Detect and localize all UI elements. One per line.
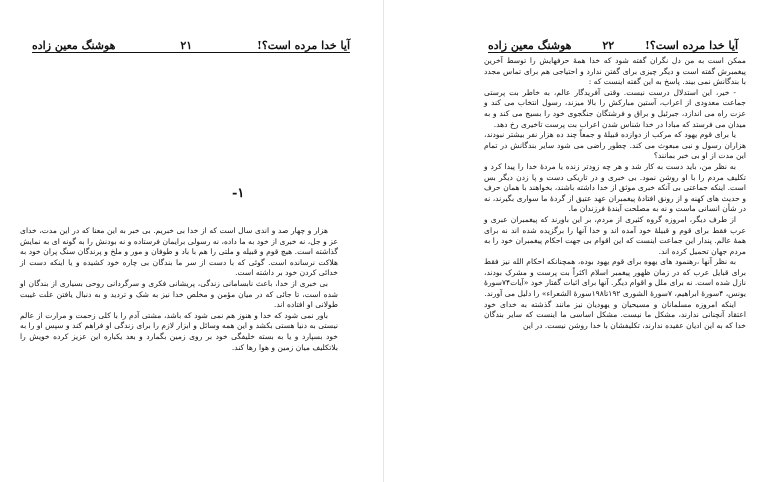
page-header: [32, 36, 350, 53]
author-name: هوشنگ معین زاده: [32, 39, 116, 52]
paragraph: به نظر آنها ،رهنمود های یهوه برای قوم یهود بوده، همچنانکه احکام الله نیز فقط برای قبایل عرب که در زمان ظهور پیغمبر اسلام اکثراً بت پرست و مشرک بودند، نازل شده است. نه برای ملل و اقوام دیگر. آنها برای اثبات گفتار خود «آیات۷۴سورهٔ یونس، ۴سورهٔ ابراهیم، ۷سورهٔ الشوری ۱۹۲تا۱۹۸سورهٔ الشعراء» را دلیل می آورند.: [484, 257, 746, 299]
paragraph: به نظر من، باید دست به کار شد و هر چه زودتر زنده یا مردهٔ خدا را پیدا کرد و تکلیف مردم را با او روشن نمود. بی خبری و در تاریکی دست و پا زدن دیگر بس است. اینکه جماعتی بی آنکه خبری موثق از خدا داشته باشند، بخواهند با همان حرف و حدیث های کهنه و از رونق افتادهٔ پیغمبران عهد عتیق از گردهٔ ما سواری بگیرند، نه در شأن انسانی ماست و نه به مصلحت آیندهٔ فرزندان ما.: [484, 161, 746, 214]
paragraph: هزار و چهار صد و اندی سال است که از خدا بی خبریم. بی خبر به این معنا که در این مدت، خدای عز و جل، نه خبری از خود به ما داده، نه رسولی برایمان فرستاده و نه بودنش را به گونه ای به نمایش گذاشته است. هیچ قوم و قبیله و ملتی را هم با باد و طوفان و مور و ملخ و پرندگان سنگ پران خود به هلاکت نرسانده است. گوئی که با دست از سر ما بندگان بی چاره خود کشیده و یا اینکه دست از خدائی کردن خود بر داشته است.: [20, 226, 338, 278]
book-title: آیا خدا مرده است؟!: [257, 39, 350, 52]
paragraph: یا برای قوم یهود که مرکب از دوازده قبیلهٔ و جمعاً چند ده هزار نفر بیشتر نبودند، هزاران رسول و نبی مبعوث می کند. چطور راضی می شود سایر بندگانش در تمام این مدت از او بی خبر بمانند؟: [484, 130, 746, 161]
chapter-number: -۱: [232, 186, 245, 201]
paragraph: باور نمی شود که خدا و هنوز هم نمی شود که باشد، مشتی آدم را با کلی زحمت و مرارت از عالم نیستی به دنیا هستی بکشد و این همه وسائل و ابزار لازم را برای زندگی او فراهم کند و سپس او را به خود بسپارد و یا به بسته خلیفگی خود بر روی زمین بگمارد و بعد یکباره این عزیز کرده خویش را بلاتکلیف میان زمین و هوا رها کند.: [20, 310, 338, 352]
paragraph: اینکه امروزه مسلمانان و مسیحیان و یهودیان نیز مانند گذشته به خدای خود اعتقاد آنچنانی ندارند، مشکل ما نیست. مشکل اساسی ما اینست که سایر بندگان خدا که به این ادیان عقیده ندارند، تکلیفشان با خدا روشن نیست. در این: [484, 299, 746, 330]
page-header: [488, 36, 738, 53]
page-body: [484, 56, 746, 331]
page-number: ۲۱: [180, 39, 193, 52]
page-body: [20, 226, 338, 353]
paragraph: - خیر، این استدلال درست نیست. وقتی آفریدگار عالم، به خاطر بت پرستی جماعت معدودی از اعراب، آستین مبارکش را بالا میزند، رسول انتخاب می کند و عزت راه می اندازد، جبرئیل و براق و فرشتگان جنگجوی خود را بسیج می کند و به میدان می فرستد که مبادا در خدا شناس شدن اعراب بت پرست تاخیری رخ دهد.: [484, 87, 746, 129]
right-page: [384, 0, 768, 482]
book-title: آیا خدا مرده است؟!: [645, 39, 738, 52]
paragraph: از طرف دیگر، امروزه گروه کثیری از مردم، بر این باورند که پیغمبران عبری و عرب فقط برای قوم و قبیلهٔ خود آمده اند و خدا آنها را برگزیده شده اند نه برای همهٔ عالم. پندار این جماعت اینست که این اقوام بی جهت احکام پیغمبران خود را به مردم جهان تحمیل کرده اند.: [484, 214, 746, 256]
paragraph: بی خبری از خدا، باعث نابسامانی زندگی، پریشانی فکری و سرگردانی روحی بسیاری از بندگان او شده است، تا جائی که در میان مؤمن و مخلص خدا نیز به شک و تردید و به دنبال یافتن علت غیبت طولانی او افتاده اند.: [20, 278, 338, 310]
author-name: هوشنگ معین زاده: [488, 39, 572, 52]
paragraph: ممکن است به من دل نگران گفته شود که خدا همهٔ حرفهایش را توسط آخرین پیغمبرش گفته است و دیگر چیزی برای گفتن ندارد و احتیاجی هم برای تماس مجدد با بندگانش نمی بیند. پاسخ به این گفته اینست که :: [484, 56, 746, 87]
page-number: ۲۲: [602, 39, 615, 52]
